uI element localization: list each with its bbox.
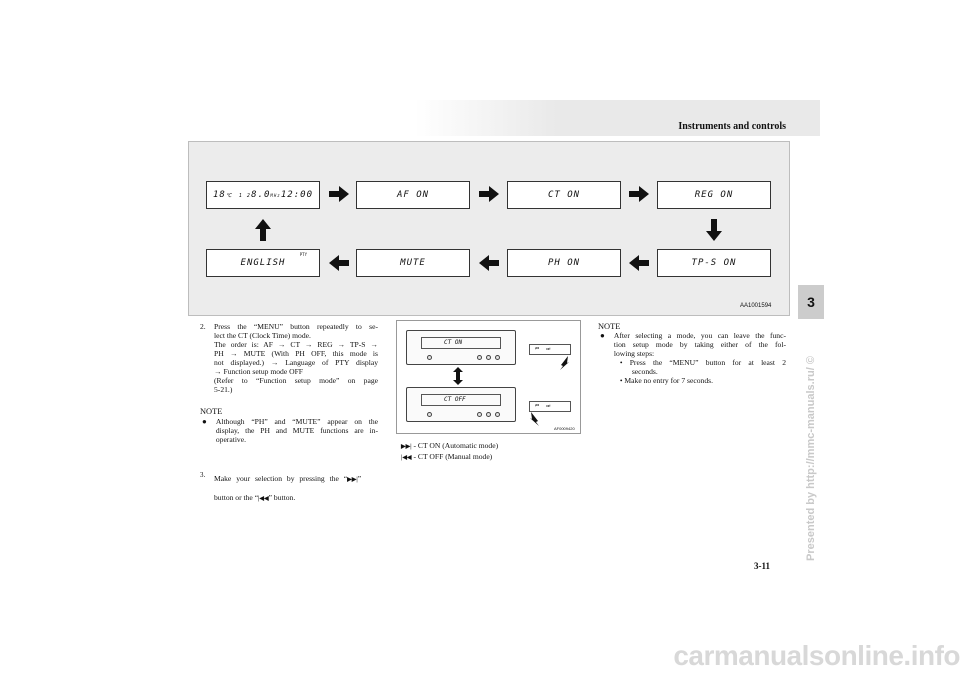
lcd-ph-on: PH ON [507,249,621,277]
note-subitem: seconds. [631,367,658,376]
section-title: Instruments and controls [678,121,786,132]
knob-icon [427,355,432,360]
temp-readout: 18℃ 1 2 [213,190,251,200]
chapter-tab: 3 [798,285,824,319]
lcd-tps-on: TP-S ON [657,249,771,277]
menu-sequence-figure [188,141,790,316]
lcd-ct-on: CT ON [421,337,501,349]
step-text: (Refer to “Function setup mode” on page [214,376,378,385]
pty-indicator: PTY [299,252,307,257]
arrow-updown-icon [453,367,463,385]
knob-icon [486,355,491,360]
knob-icon [427,412,432,417]
step-text: PH → MUTE (With PH OFF, this mode is [214,349,378,358]
knob-icon [477,355,482,360]
skip-next-icon: ⏭ [546,347,551,352]
lcd-status-display [206,181,320,209]
note-label: NOTE [598,322,621,331]
figure-code: AF0009420 [554,426,575,431]
arrow-right-icon [629,186,649,202]
clock-readout: 12:00 [280,190,313,200]
button-strip-bottom [529,401,571,412]
pointer-arrow-icon [560,356,570,370]
skip-next-icon: ▶▶| [401,444,412,450]
note-text: display, the PH and MUTE functions are in- [215,426,378,435]
skip-prev-icon: |◀◀ [401,455,412,461]
bullet-icon: ● [202,417,207,426]
skip-next-icon: ⏭ [546,404,551,409]
note-text: operative. [215,435,246,444]
lcd-english: ENGLISH PTY [206,249,320,277]
step-text: 5-21.) [214,385,233,394]
pointer-arrow-icon [529,412,539,426]
knob-icon [477,412,482,417]
step-text: not displayed.) → Language of PTY display [214,358,378,367]
lcd-ct-off: CT OFF [421,394,501,406]
watermark: Presented by http://mmc-manuals.ru/ © [805,356,817,561]
ct-captions [401,441,591,463]
note-subitem: • Press the “MENU” button for at least 2 [619,358,786,367]
knob-icon [495,355,500,360]
step-text: button or the “|◀◀” button. [214,493,296,502]
step-text: Make your selection by pressing the “▶▶|” [214,474,362,483]
arrow-left-icon [329,255,349,271]
lcd-af-on: AF ON [356,181,470,209]
arrow-right-icon [329,186,349,202]
note-text: Although “PH” and “MUTE” appear on the [215,417,378,426]
frequency-readout: 8.0MHz [251,190,281,200]
step-number: 3. [200,471,206,479]
footer-watermark: carmanualsonline.info [673,640,960,671]
step-text: → Function setup mode OFF [214,367,304,376]
step-text: The order is: AF → CT → REG → TP-S → [214,340,378,349]
skip-prev-icon: ⏮ [535,404,540,409]
note-label: NOTE [200,407,223,416]
step-2 [200,322,378,394]
arrow-down-icon [706,219,722,241]
skip-prev-icon: ⏮ [535,347,540,352]
knob-icon [495,412,500,417]
lcd-mute: MUTE [356,249,470,277]
arrow-up-icon [255,219,271,241]
arrow-left-icon [479,255,499,271]
note-text: After selecting a mode, you can leave the func- [613,331,786,340]
audio-unit-bottom [406,387,516,422]
note-text: lowing steps: [613,349,655,358]
bullet-icon: ● [600,331,605,340]
figure-code: AA1001594 [740,303,772,309]
step-text: Press the “MENU” button repeatedly to se- [214,322,378,331]
button-strip-top [529,344,571,355]
note-1 [200,407,378,444]
ct-mode-figure [396,320,581,434]
note-2 [598,322,786,385]
arrow-right-icon [479,186,499,202]
arrow-left-icon [629,255,649,271]
lcd-ct-on: CT ON [507,181,621,209]
step-3 [200,471,380,504]
note-subitem: • Make no entry for 7 seconds. [619,376,713,385]
knob-icon [486,412,491,417]
skip-next-icon: ▶▶| [347,477,358,483]
step-text: lect the CT (Clock Time) mode. [214,331,311,340]
skip-prev-icon: |◀◀ [258,496,269,502]
caption-ct-on: ▶▶| - CT ON (Automatic mode) [401,441,499,450]
page-number: 3-11 [754,561,771,571]
lcd-reg-on: REG ON [657,181,771,209]
note-text: tion setup mode by taking either of the fol- [613,340,786,349]
audio-unit-top [406,330,516,365]
caption-ct-off: |◀◀ - CT OFF (Manual mode) [401,452,493,461]
step-number: 2. [200,322,206,331]
